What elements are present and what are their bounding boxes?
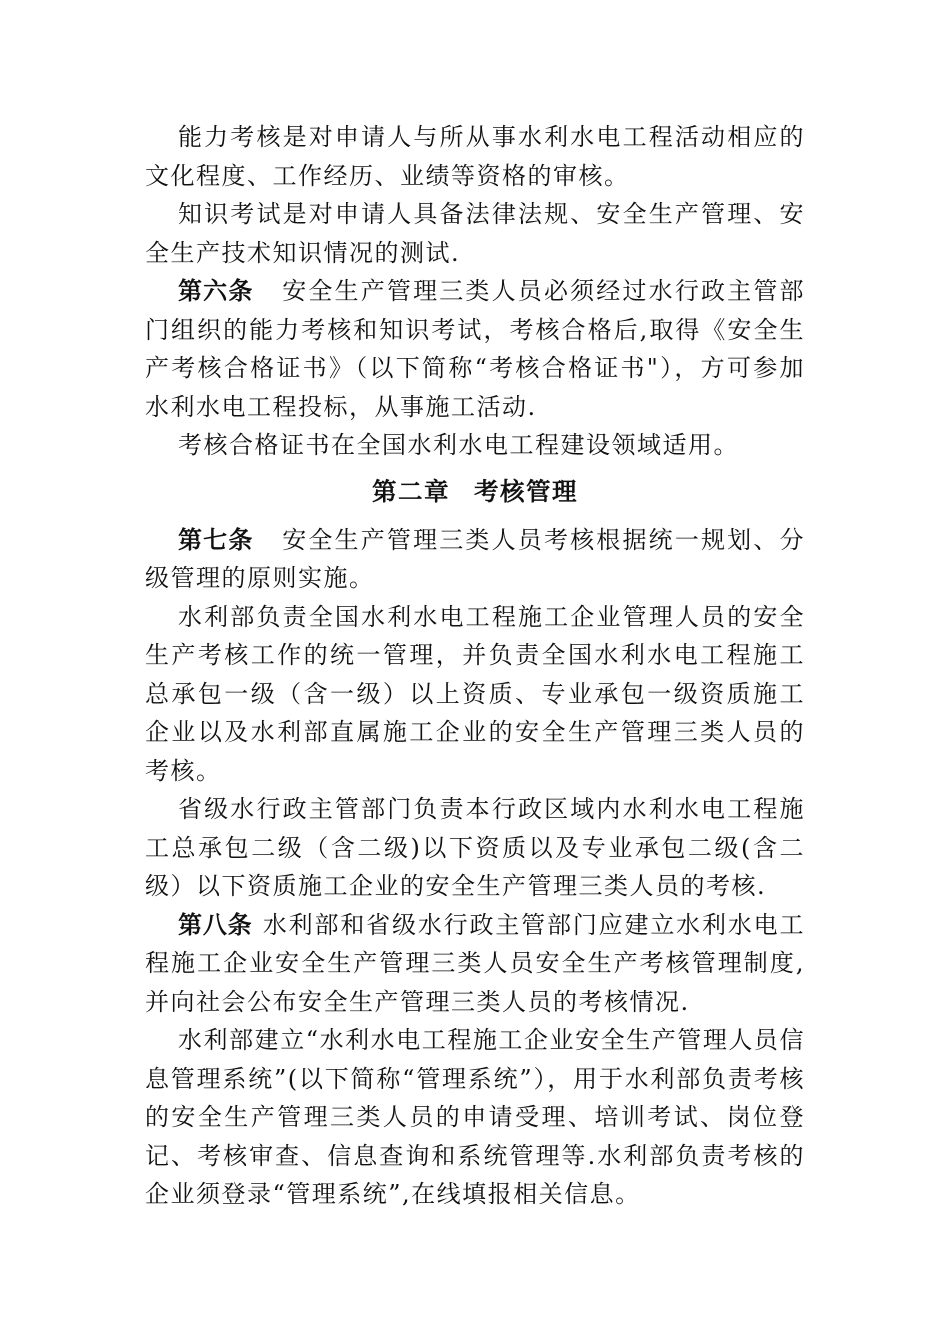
article-7-label: 第七条 (178, 525, 254, 554)
article-6-text: 安全生产管理三类人员必须经过水行政主管部门组织的能力考核和知识考试，考核合格后,取得《安全生产考核合格证书》（以下简称“考核合格证书"），方可参加水利水电工程投标，从事施工活动. (145, 277, 806, 421)
article-6 (145, 272, 805, 426)
paragraph-management-system: 水利部建立“水利水电工程施工企业安全生产管理人员信息管理系统”(以下简称“管理系统”），用于水利部负责考核的安全生产管理三类人员的申请受理、培训考试、岗位登记、考核审查、信息查询和系统管理等.水利部负责考核的企业须登录“管理系统”,在线填报相关信息。 (145, 1026, 805, 1208)
article-8-label: 第八条 (178, 910, 253, 939)
chapter-heading (145, 469, 805, 515)
article-7 (145, 521, 805, 598)
chapter-number: 第二章 (372, 476, 450, 506)
paragraph-knowledge-exam: 知识考试是对申请人具备法律法规、安全生产管理、安全生产技术知识情况的测试. (145, 200, 805, 267)
paragraph-ministry-responsibility: 水利部负责全国水利水电工程施工企业管理人员的安全生产考核工作的统一管理，并负责全国水利水电工程施工总承包一级（含一级）以上资质、专业承包一级资质施工企业以及水利部直属施工企业的安全生产管理三类人员的考核。 (145, 602, 805, 785)
chapter-title: 考核管理 (474, 476, 578, 506)
document-body (145, 118, 805, 1214)
paragraph-certificate-scope: 考核合格证书在全国水利水电工程建设领域适用。 (178, 431, 739, 459)
paragraph-capability-assessment: 能力考核是对申请人与所从事水利水电工程活动相应的文化程度、工作经历、业绩等资格的审核。 (145, 123, 805, 190)
article-7-text: 安全生产管理三类人员考核根据统一规划、分级管理的原则实施。 (145, 525, 806, 592)
article-8 (145, 906, 805, 1022)
article-6-label: 第六条 (178, 277, 254, 305)
article-8-text: 水利部和省级水行政主管部门应建立水利水电工程施工企业安全生产管理三类人员安全生产考核管理制度,并向社会公布安全生产管理三类人员的考核情况. (145, 910, 805, 1016)
paragraph-provincial-responsibility: 省级水行政主管部门负责本行政区域内水利水电工程施工总承包二级（含二级)以下资质以及专业承包二级(含二级）以下资质施工企业的安全生产管理三类人员的考核. (145, 795, 805, 900)
